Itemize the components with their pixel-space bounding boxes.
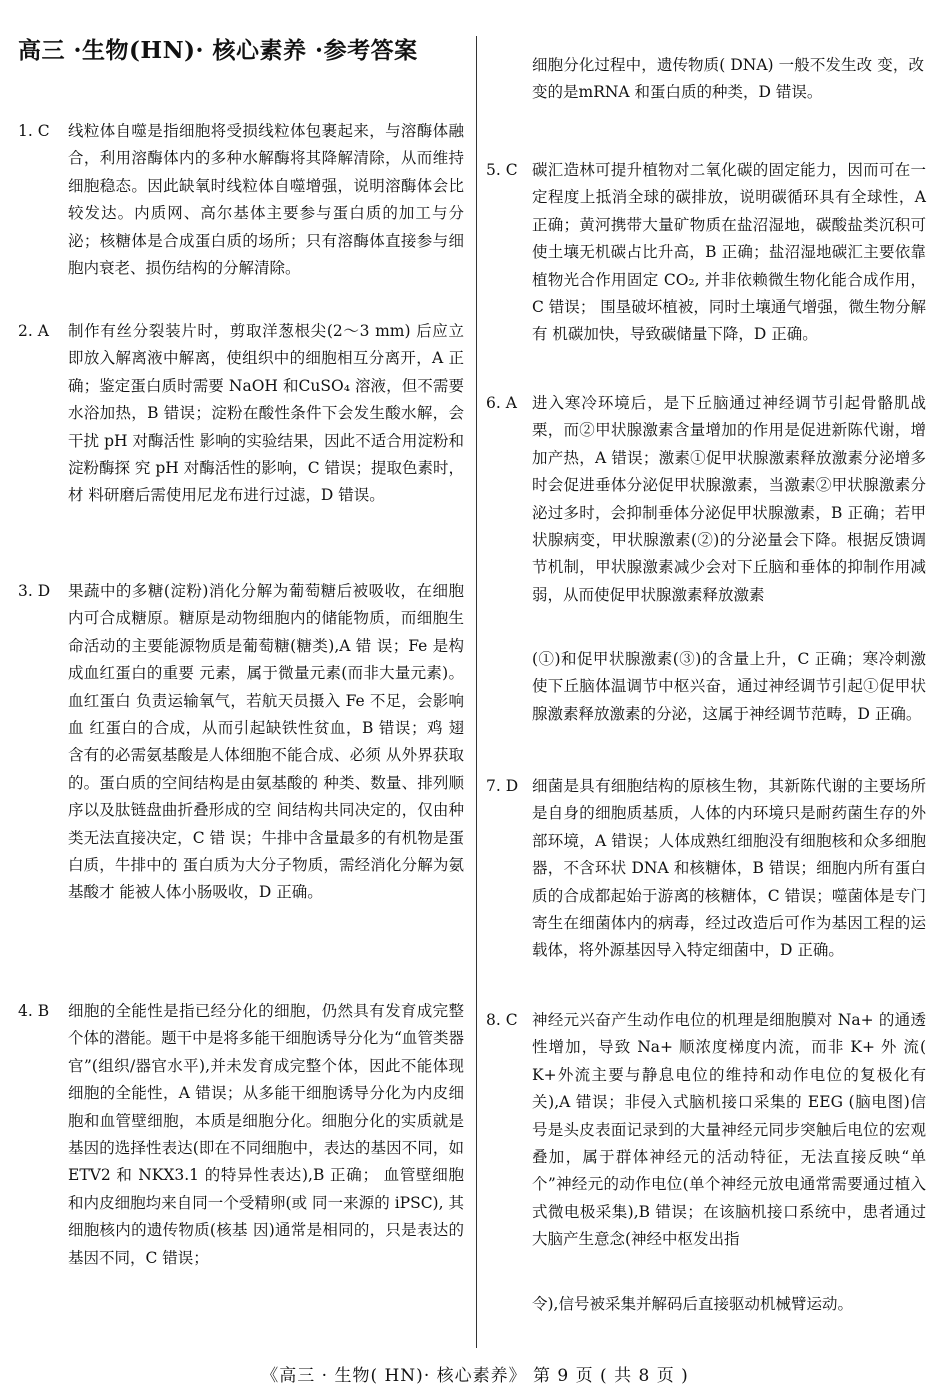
answer-number: 6. A: [486, 394, 517, 412]
answer-text: 线粒体自噬是指细胞将受损线粒体包裹起来，与溶酶体融合，利用溶酶体内的多种水解酶将其降解清除，从而维持细胞稳态。因此缺氧时线粒体自噬增强，说明溶酶体会比较发达。内质网、高尔基体主要参与蛋白质的加工与分泌；核糖体是合成蛋白质的场所；只有溶酶体直接参与细胞内衰老、损伤结构的分解清除。: [68, 122, 464, 278]
answer-text: 制作有丝分裂装片时，剪取洋葱根尖(2～3 mm) 后应立即放入解离液中解离，使组织中的细胞相互分离开，A 正确；鉴定蛋白质时需要 NaOH 和CuSO₄ 溶液，但不需要水浴加热，B 错误；淀粉在酸性条件下会发生酸水解，会干扰 pH 对酶活性 影响的实验结果，因此不适合用淀粉和淀粉酶探 究 pH 对酶活性的影响，C 错误；提取色素时，材 料研磨后需使用尼龙布进行过滤，D 错误。: [68, 322, 465, 505]
answer-text: 细菌是具有细胞结构的原核生物，其新陈代谢的主要场所是自身的细胞质基质，人体的内环境只是耐药菌生存的外部环境，A 错误；人体成熟红细胞没有细胞核和众多细胞器，不含环状 DNA 和核糖体，B 错误；细胞内所有蛋白质的合成都起始于游离的核糖体，C 错误；噬菌体是专门寄生在细菌体内的病毒，经过改造后可作为基因工程的运载体，将外源基因导入特定细菌中，D 正确。: [532, 777, 926, 960]
answer-number: 4. B: [18, 1002, 50, 1020]
answer-text: 神经元兴奋产生动作电位的机理是细胞膜对 Na+ 的通透性增加，导致 Na+ 顺浓度梯度内流，而非 K+ 外 流( K+外流主要与静息电位的维持和动作电位的复极化有关),A 错误；非侵入式脑机接口采集的 EEG (脑电图)信号是头皮表面记录到的大量神经元同步突触后电位的宏观叠加，属于群体神经元的活动特征，无法直接反映“单个”神经元的动作电位(单个神经元放电通常需要通过植入式微电极采集),B 错误；在该脑机接口系统中，患者通过大脑产生意念(神经中枢发出指: [532, 1011, 926, 1249]
column-divider: [476, 36, 477, 1348]
answer-continuation: 细胞分化过程中，遗传物质( DNA) 一般不发生改 变，改变的是mRNA 和蛋白质的种类，D 错误。: [532, 56, 924, 102]
answer-text: 碳汇造林可提升植物对二氧化碳的固定能力，因而可在一定程度上抵消全球的碳排放，说明碳循环具有全球性，A 正确；黄河携带大量矿物质在盐沼湿地，碳酸盐类沉积可使土壤无机碳占比升高，B 正确；盐沼湿地碳汇主要依靠植物光合作用固定 CO₂, 并非依赖微生物化能合成作用，C 错误； 围垦破坏植被，同时土壤通气增强，微生物分解有 机碳加快，导致碳储量下降，D 正确。: [532, 161, 926, 344]
answer-number: 2. A: [18, 322, 49, 340]
answer-text: 果蔬中的多糖(淀粉)消化分解为葡萄糖后被吸收，在细胞内可合成糖原。糖原是动物细胞内的储能物质，而细胞生命活动的主要能源物质是葡萄糖(糖类),A 错 误；Fe 是构成血红蛋白的重要 元素，属于微量元素(而非大量元素)。血红蛋白 负责运输氧气，若航天员摄入 Fe 不足，会影响血 红蛋白的合成，从而引起缺铁性贫血，B 错误；鸡 翅含有的必需氨基酸是人体细胞不能合成、必须 从外界获取的。蛋白质的空间结构是由氨基酸的 种类、数量、排列顺序以及肽链盘曲折叠形成的空 间结构共同决定的，仅由种类无法直接决定，C 错 误；牛排中含量最多的有机物是蛋白质，牛排中的 蛋白质为大分子物质，需经消化分解为氨基酸才 能被人体小肠吸收，D 正确。: [68, 582, 464, 902]
page-footer: 《高三 · 生物( HN)· 核心素养》 第 9 页 ( 共 8 页 ): [261, 1366, 689, 1386]
answer-text-continued: (①)和促甲状腺激素(③)的含量上升，C 正确；寒冷刺激使下丘脑体温调节中枢兴奋，通过神经调节引起①促甲状腺激素释放激素的分泌，这属于神经调节范畴，D 正确。: [532, 650, 926, 723]
answer-number: 5. C: [486, 161, 518, 179]
answer-number: 1. C: [18, 122, 50, 140]
answer-text: 进入寒冷环境后，是下丘脑通过神经调节引起骨骼肌战栗，而②甲状腺激素含量增加的作用是促进新陈代谢，增加产热，A 错误；激素①促甲状腺激素释放激素分泌增多时会促进垂体分泌促甲状腺激素，当激素②甲状腺激素分泌过多时，会抑制垂体分泌促甲状腺激素，B 正确；若甲状腺病变，甲状腺激素(②)的分泌量会下降。根据反馈调节机制，甲状腺激素减少会对下丘脑和垂体的抑制作用减弱，从而使促甲状腺激素释放激素: [532, 394, 926, 604]
answer-number: 3. D: [18, 582, 51, 600]
answer-text-continued: 令),信号被采集并解码后直接驱动机械臂运动。: [532, 1295, 853, 1313]
answer-number: 8. C: [486, 1011, 518, 1029]
page-title: 高三 ·生物(HN)· 核心素养 ·参考答案: [18, 37, 418, 64]
answer-text: 细胞的全能性是指已经分化的细胞，仍然具有发育成完整个体的潜能。题干中是将多能干细胞诱导分化为“血管类器官”(组织/器官水平),并未发育成完整个体，因此不能体现细胞的全能性，A 错误；从多能干细胞诱导分化为内皮细胞和血管壁细胞，本质是细胞分化。细胞分化的实质就是基因的选择性表达(即在不同细胞中，表达的基因不同，如ETV2 和 NKX3.1 的特异性表达),B 正确； 血管壁细胞和内皮细胞均来自同一个受精卵(或 同一来源的 iPSC), 其细胞核内的遗传物质(核基 因)通常是相同的，只是表达的基因不同，C 错误；: [68, 1002, 464, 1267]
answer-number: 7. D: [486, 777, 519, 795]
